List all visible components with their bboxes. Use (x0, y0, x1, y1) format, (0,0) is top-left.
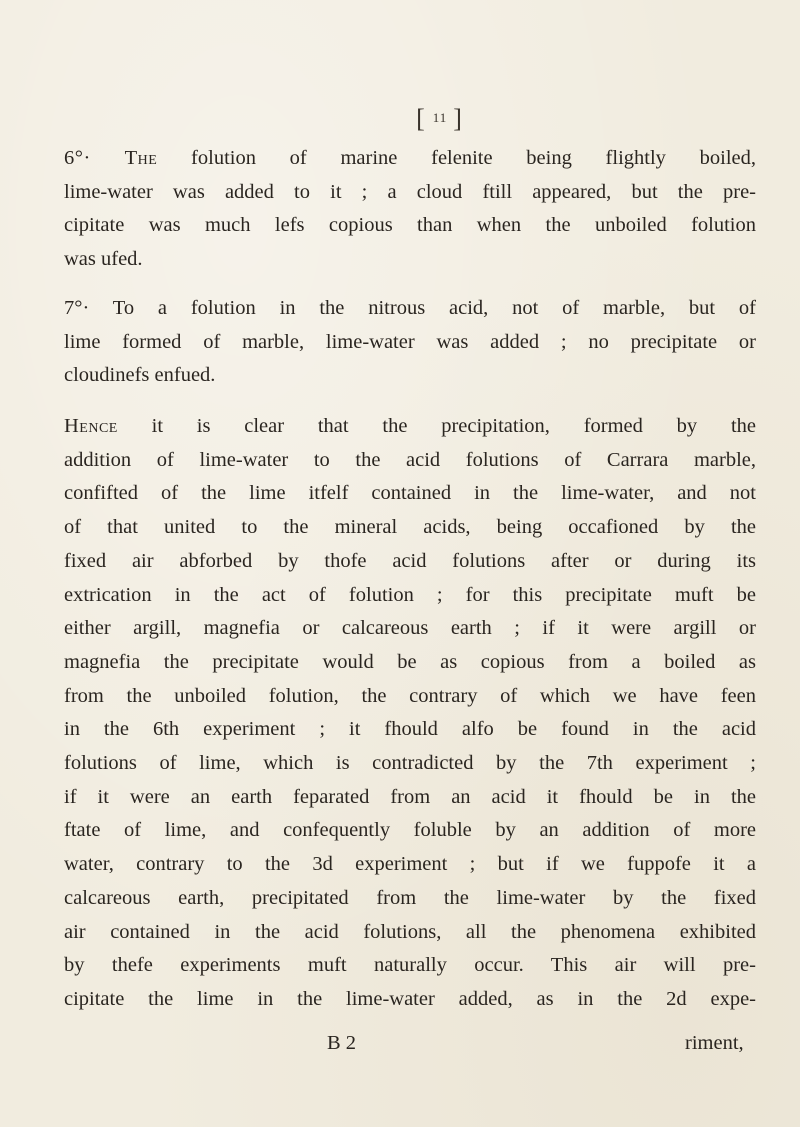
text-line: in the 6th experiment ; it fhould alfo be found in the acid (64, 718, 756, 741)
text-line: magnefia the precipitate would be as copious from a boiled as (64, 650, 756, 673)
text-line: was ufed. (64, 248, 143, 271)
paragraph-experiment-6 (64, 142, 756, 277)
text-line: lime formed of marble, lime-water was added ; no precipitate or (64, 330, 756, 353)
text-line: cloudinefs enfued. (64, 364, 216, 387)
text-line: by thefe experiments muft naturally occur. This air will pre- (64, 954, 756, 977)
signature-mark: B 2 (327, 1032, 357, 1054)
text-line: cipitate the lime in the lime-water added, as in the 2d expe- (64, 987, 756, 1010)
text-line: fixed air abforbed by thofe acid folutions after or during its (64, 549, 756, 572)
text-line: ftate of lime, and confequently foluble by an addition of more (64, 819, 756, 842)
page-header (0, 104, 800, 134)
paragraph-lead: 6°· The (64, 147, 158, 169)
text-line: confifted of the lime itfelf contained in the lime-water, and not (64, 482, 756, 505)
catchword: riment, (685, 1032, 744, 1054)
text-line: if it were an earth feparated from an acid it fhould be in the (64, 785, 756, 808)
page-number: 11 (432, 110, 448, 125)
text-line: lime-water was added to it ; a cloud ftill appeared, but the pre- (64, 180, 756, 203)
text-line: from the unboiled folution, the contrary of which we have feen (64, 684, 756, 707)
text-line: extrication in the act of folution ; for this precipitate muft be (64, 583, 756, 606)
text-line: 6°· The folution of marine felenite being flightly boiled, (64, 147, 757, 169)
paragraph-lead: Hence (64, 415, 118, 437)
paragraph-experiment-7 (64, 292, 756, 393)
text-line: 7°· To a folution in the nitrous acid, not of marble, but of (64, 297, 756, 319)
bracket-left: [ (416, 104, 427, 133)
bracket-right: ] (453, 104, 464, 133)
paragraph-hence (64, 410, 756, 1017)
text-line: addition of lime-water to the acid folutions of Carrara marble, (64, 448, 756, 471)
text-line: water, contrary to the 3d experiment ; but if we fuppofe it a (64, 853, 756, 876)
text-line: calcareous earth, precipitated from the lime-water by the fixed (64, 886, 756, 909)
text-line: folutions of lime, which is contradicted by the 7th experiment ; (64, 752, 756, 775)
text-line: of that united to the mineral acids, being occafioned by the (64, 516, 756, 539)
text-line: either argill, magnefia or calcareous earth ; if it were argill or (64, 617, 756, 640)
text-line: air contained in the acid folutions, all the phenomena exhibited (64, 920, 756, 943)
text-line: cipitate was much lefs copious than when the unboiled folution (64, 214, 756, 237)
text-line: Hence it is clear that the precipitation, formed by the (64, 415, 756, 437)
